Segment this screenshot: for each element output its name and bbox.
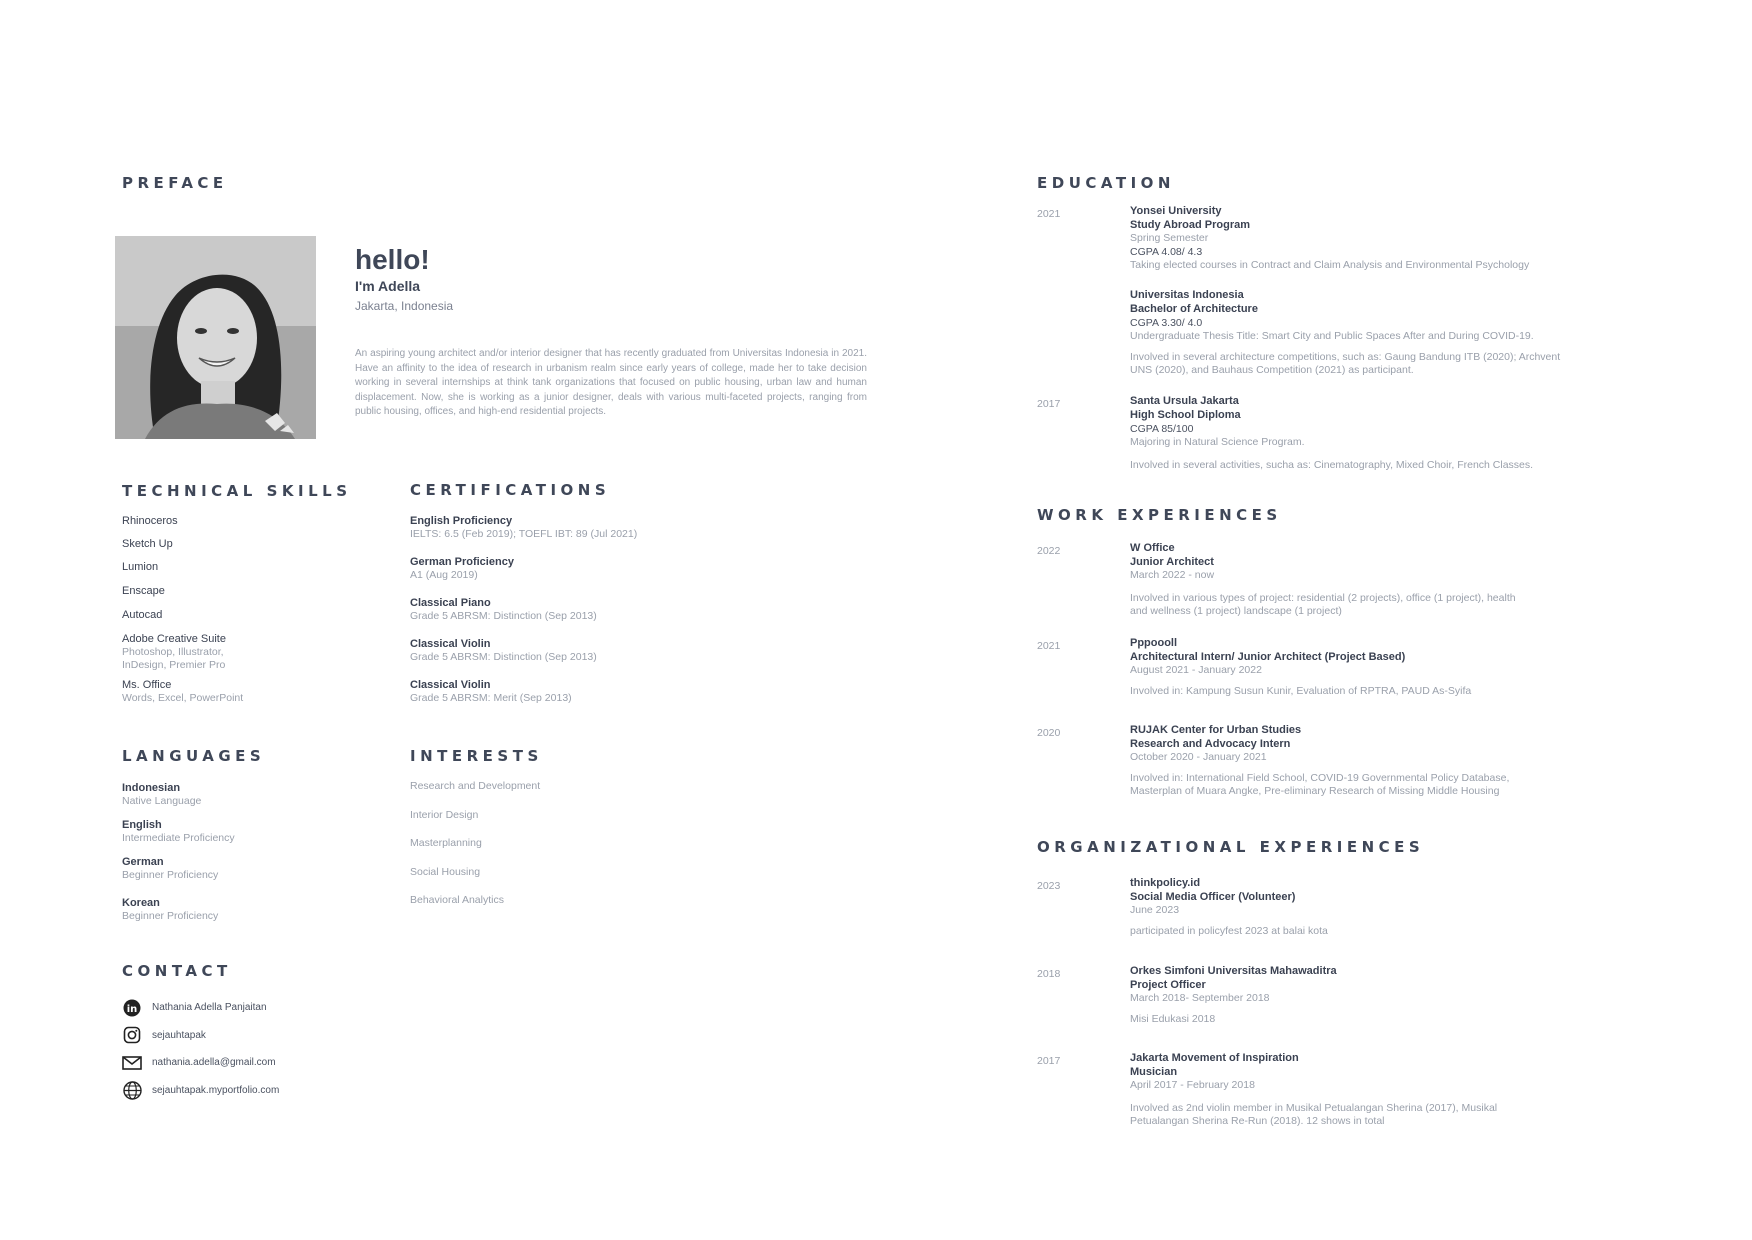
work-period: August 2021 - January 2022 <box>1130 664 1262 676</box>
education-gpa: CGPA 85/100 <box>1130 423 1194 435</box>
linkedin-icon <box>122 998 142 1018</box>
org-role: Social Media Officer (Volunteer) <box>1130 891 1296 903</box>
language-item <box>122 781 322 808</box>
skill-name: Ms. Office <box>122 679 172 691</box>
skill-name: Rhinoceros <box>122 515 178 527</box>
education-role: Bachelor of Architecture <box>1130 303 1258 315</box>
work-year: 2021 <box>1037 640 1061 652</box>
education-note: Involved in several activities, sucha as: Cinematography, Mixed Choir, French Classes. <box>1130 459 1534 471</box>
language-item <box>122 896 322 923</box>
mail-icon <box>122 1053 142 1073</box>
education-entry <box>1130 288 1610 377</box>
skill-item <box>122 678 322 705</box>
language-name: Indonesian <box>122 782 181 794</box>
skill-name: Enscape <box>122 585 165 597</box>
contact-heading: CONTACT <box>122 962 232 980</box>
languages-list <box>122 781 322 933</box>
skill-name: Adobe Creative Suite <box>122 633 226 645</box>
contact-list <box>122 994 422 1104</box>
svg-text:in: in <box>126 1003 138 1015</box>
certification-detail: A1 (Aug 2019) <box>410 569 478 581</box>
bio-paragraph: An aspiring young architect and/or interior designer that has recently graduated from Universitas Indonesia in 2021. Have an affinity to the idea of research in urbanism realm since early years of college, made her to take decision working in several internships at think tank organizations that focused on public housing, urban law and human displacement. Now, she is working as a junior designer, deals with various multi-faceted projects, ranging from public housing, offices, and high-end residential projects. <box>355 348 867 418</box>
language-level: Beginner Proficiency <box>122 910 219 922</box>
work-role: Research and Advocacy Intern <box>1130 738 1291 750</box>
org-period: March 2018- September 2018 <box>1130 992 1270 1004</box>
contact-website[interactable] <box>122 1077 422 1105</box>
org-entry <box>1130 964 1570 1026</box>
work-heading: WORK EXPERIENCES <box>1037 506 1282 524</box>
education-role: High School Diploma <box>1130 409 1241 421</box>
contact-instagram[interactable] <box>122 1022 422 1050</box>
location: Jakarta, Indonesia <box>355 299 454 313</box>
education-note: Undergraduate Thesis Title: Smart City and Public Spaces After and During COVID-19. <box>1130 330 1534 342</box>
skill-item <box>122 514 322 528</box>
name-line: I'm Adella <box>355 278 421 294</box>
greeting: hello! <box>355 244 430 275</box>
education-entry <box>1130 204 1610 272</box>
education-detail: Spring Semester <box>1130 232 1209 244</box>
education-note: Involved in several architecture competitions, such as: Gaung Bandung ITB (2020); Archvent UNS (2020), and Bauhaus Competition (2021) as participant. <box>1130 351 1561 376</box>
org-note: Involved as 2nd violin member in Musikal Petualangan Sherina (2017), Musikal Petualangan Sherina Re-Run (2018). 12 shows in total <box>1130 1102 1498 1127</box>
education-entry <box>1130 394 1610 472</box>
org-year: 2018 <box>1037 968 1061 980</box>
education-org: Yonsei University <box>1130 205 1222 217</box>
interest-item: Masterplanning <box>410 837 482 849</box>
interests-heading: INTERESTS <box>410 747 543 765</box>
certification-title: German Proficiency <box>410 556 514 568</box>
work-period: March 2022 - now <box>1130 569 1215 581</box>
language-item <box>122 855 322 882</box>
education-gpa: CGPA 4.08/ 4.3 <box>1130 246 1203 258</box>
certification-title: English Proficiency <box>410 515 513 527</box>
skill-detail: Words, Excel, PowerPoint <box>122 692 244 704</box>
org-note: Misi Edukasi 2018 <box>1130 1013 1216 1025</box>
skill-item <box>122 608 322 622</box>
work-year: 2020 <box>1037 727 1061 739</box>
org-period: June 2023 <box>1130 904 1180 916</box>
education-note: Taking elected courses in Contract and Claim Analysis and Environmental Psychology <box>1130 259 1530 271</box>
work-org: W Office <box>1130 542 1175 554</box>
certification-detail: Grade 5 ABRSM: Merit (Sep 2013) <box>410 692 572 704</box>
certification-title: Classical Violin <box>410 638 491 650</box>
skill-detail: Photoshop, Illustrator, InDesign, Premier Pro <box>122 646 226 671</box>
language-name: German <box>122 856 164 868</box>
education-note: Majoring in Natural Science Program. <box>1130 436 1305 448</box>
org-note: participated in policyfest 2023 at balai kota <box>1130 925 1328 937</box>
skill-item <box>122 584 322 598</box>
language-item <box>122 818 322 845</box>
contact-linkedin[interactable] <box>122 994 422 1022</box>
education-role: Study Abroad Program <box>1130 219 1250 231</box>
work-entry <box>1130 636 1570 698</box>
language-level: Beginner Proficiency <box>122 869 219 881</box>
contact-text[interactable]: sejauhtapak <box>152 1029 206 1041</box>
work-note: Involved in various types of project: residential (2 projects), office (1 project), health and wellness (1 project) landscape (1 project) <box>1130 592 1516 617</box>
preface-heading: PREFACE <box>122 174 228 192</box>
education-gpa: CGPA 3.30/ 4.0 <box>1130 317 1203 329</box>
work-note: Involved in: Kampung Susun Kunir, Evaluation of RPTRA, PAUD As-Syifa <box>1130 685 1472 697</box>
work-year: 2022 <box>1037 545 1061 557</box>
contact-text[interactable]: nathania.adella@gmail.com <box>152 1057 276 1069</box>
education-year: 2017 <box>1037 398 1061 410</box>
instagram-icon <box>122 1025 142 1045</box>
technical-skills-list <box>122 514 322 715</box>
work-note: Involved in: International Field School, COVID-19 Governmental Policy Database, Masterplan of Muara Angke, Pre-eliminary Research of Missing Middle Housing <box>1130 772 1510 797</box>
language-level: Native Language <box>122 795 202 807</box>
org-role: Musician <box>1130 1066 1178 1078</box>
contact-text[interactable]: sejauhtapak.myportfolio.com <box>152 1084 280 1096</box>
org-year: 2023 <box>1037 880 1061 892</box>
skill-item <box>122 632 322 672</box>
education-org: Santa Ursula Jakarta <box>1130 395 1239 407</box>
skill-name: Lumion <box>122 561 159 573</box>
org-entry <box>1130 876 1570 938</box>
org-name: Orkes Simfoni Universitas Mahawaditra <box>1130 965 1337 977</box>
organizational-heading: ORGANIZATIONAL EXPERIENCES <box>1037 838 1425 856</box>
work-role: Junior Architect <box>1130 556 1214 568</box>
work-role: Architectural Intern/ Junior Architect (Project Based) <box>1130 651 1406 663</box>
work-entry <box>1130 723 1570 798</box>
certification-detail: IELTS: 6.5 (Feb 2019); TOEFL IBT: 89 (Jul 2021) <box>410 528 638 540</box>
globe-icon <box>122 1080 142 1100</box>
contact-email[interactable] <box>122 1049 422 1077</box>
certification-title: Classical Piano <box>410 597 491 609</box>
interest-item: Interior Design <box>410 808 479 821</box>
skill-item <box>122 537 322 551</box>
skill-name: Sketch Up <box>122 538 173 550</box>
certification-title: Classical Violin <box>410 679 491 691</box>
certifications-list <box>410 514 710 719</box>
contact-text[interactable]: Nathania Adella Panjaitan <box>152 1002 267 1014</box>
org-entry <box>1130 1051 1570 1128</box>
interest-item: Behavioral Analytics <box>410 894 504 906</box>
interest-item: Research and Development <box>410 780 541 792</box>
skill-name: Autocad <box>122 609 163 621</box>
education-heading: EDUCATION <box>1037 174 1175 192</box>
education-year: 2021 <box>1037 208 1061 220</box>
work-entry <box>1130 541 1570 618</box>
org-year: 2017 <box>1037 1055 1061 1067</box>
org-name: Jakarta Movement of Inspiration <box>1130 1052 1299 1064</box>
certification-item <box>410 637 710 664</box>
org-period: April 2017 - February 2018 <box>1130 1079 1255 1091</box>
work-org: RUJAK Center for Urban Studies <box>1130 724 1302 736</box>
certification-item <box>410 678 710 705</box>
interest-item: Social Housing <box>410 865 481 878</box>
technical-skills-heading: TECHNICAL SKILLS <box>122 482 352 500</box>
language-name: Korean <box>122 897 160 909</box>
work-org: Pppoooll <box>1130 637 1178 649</box>
certification-detail: Grade 5 ABRSM: Distinction (Sep 2013) <box>410 651 597 663</box>
skill-item <box>122 560 322 574</box>
certification-item <box>410 555 710 582</box>
interests-list <box>410 779 710 922</box>
certifications-heading: CERTIFICATIONS <box>410 481 611 499</box>
language-name: English <box>122 819 162 831</box>
certification-item <box>410 596 710 623</box>
language-level: Intermediate Proficiency <box>122 832 235 844</box>
certification-item <box>410 514 710 541</box>
education-org: Universitas Indonesia <box>1130 289 1244 301</box>
org-role: Project Officer <box>1130 979 1206 991</box>
certification-detail: Grade 5 ABRSM: Distinction (Sep 2013) <box>410 610 597 622</box>
profile-photo <box>115 236 316 439</box>
work-period: October 2020 - January 2021 <box>1130 751 1267 763</box>
languages-heading: LANGUAGES <box>122 747 266 765</box>
org-name: thinkpolicy.id <box>1130 877 1201 889</box>
